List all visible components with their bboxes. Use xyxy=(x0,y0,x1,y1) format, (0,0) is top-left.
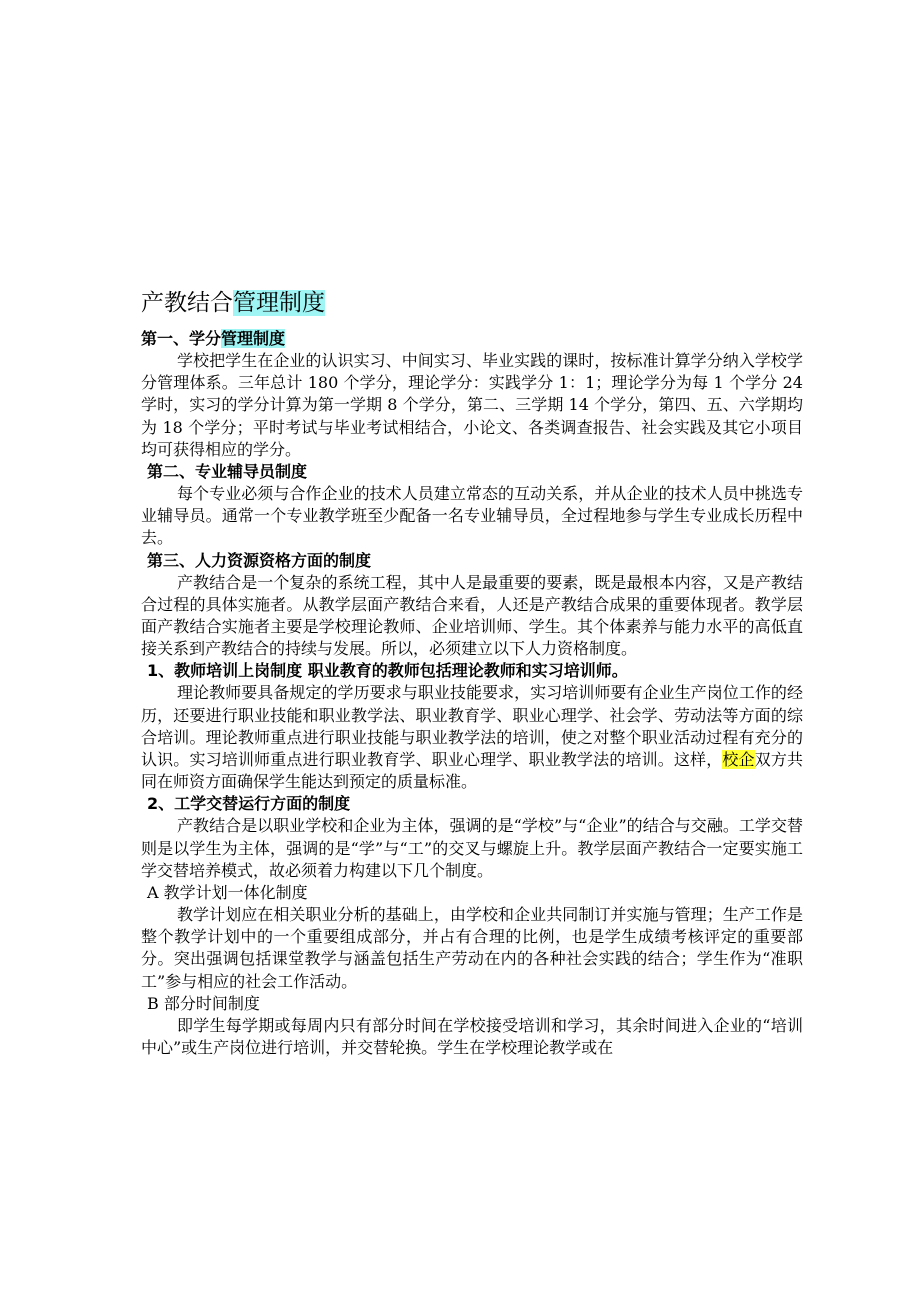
paragraph-hr: 产教结合是一个复杂的系统工程，其中人是最重要的要素，既是最根本内容，又是产教结合过程的具体实施者。从教学层面产教结合来看，人还是产教结合成果的重要体现者。教学层面产教结合实施者主要是学校理论教师、企业培训师、学生。其个体素养与能力水平的高低直接关系到产教结合的持续与发展。所以，必须建立以下人力资格制度。 xyxy=(141,572,803,659)
section-heading-teacher-training: 1、教师培训上岗制度 职业教育的教师包括理论教师和实习培训师。 xyxy=(147,661,628,681)
paragraph-work-study: 产教结合是以职业学校和企业为主体，强调的是“学校”与“企业”的结合与交融。工学交替则是以学生为主体，强调的是“学”与“工”的交叉与螺旋上升。教学层面产教结合一定要实施工学交替培养模式，故必须着力构建以下几个制度。 xyxy=(141,816,803,880)
paragraph-text: 理论教师要具备规定的学历要求与职业技能要求，实习培训师要有企业生产岗位工作的经历，还要进行职业技能和职业教学法、职业教育学、职业心理学、社会学、劳动法等方面的综合培训。理论教师重点进行职业技能与职业教学法的培训，使之对整个职业活动过程有充分的认识。实习培训师重点进行职业教育学、职业心理学、职业教学法的培训。这样， xyxy=(141,683,803,770)
page-title xyxy=(141,286,803,320)
section-heading-hr: 第三、人力资源资格方面的制度 xyxy=(147,550,372,570)
document-content xyxy=(141,286,803,1059)
paragraph-plan: 教学计划应在相关职业分析的基础上，由学校和企业共同制订并实施与管理；生产工作是整个教学计划中的一个重要组成部分，并占有合理的比例，也是学生成绩考核评定的重要部分。突出强调包括课堂教学与涵盖包括生产劳动在内的各种社会实践的结合；学生作为“准职工”参与相应的社会工作活动。 xyxy=(141,905,803,991)
paragraph-text: 双方共同在师资方面确保学生能达到预定的质量标准。 xyxy=(141,750,803,792)
highlight-school-enterprise: 校企 xyxy=(722,750,755,770)
heading-text: 第一、学分 xyxy=(141,329,222,348)
heading-highlight: 管理制度 xyxy=(221,329,286,348)
paragraph-teacher-training xyxy=(141,682,803,793)
paragraph-counselor: 每个专业必须与合作企业的技术人员建立常态的互动关系，并从企业的技术人员中挑选专业辅导员。通常一个专业教学班至少配备一名专业辅导员，全过程地参与学生专业成长历程中去。 xyxy=(141,484,803,548)
section-heading-credits xyxy=(141,328,803,350)
subsection-heading-plan: A 教学计划一体化制度 xyxy=(147,883,308,903)
subsection-heading-parttime: B 部分时间制度 xyxy=(147,993,260,1013)
section-heading-counselor: 第二、专业辅导员制度 xyxy=(147,462,308,482)
title-text: 产教结合 xyxy=(141,290,233,316)
paragraph-credits: 学校把学生在企业的认识实习、中间实习、毕业实践的课时，按标准计算学分纳入学校学分管理体系。三年总计 180 个学分，理论学分：实践学分 1：1；理论学分为每 1 个学分 24 学时，实习的学分计算为第一学期 8 个学分，第二、三学期 14 个学分，第四、五、六学期均为 18 个学分；平时考试与毕业考试相结合，小论文、各类调查报告、社会实践及其它小项目均可获得相应的学分。 xyxy=(141,351,803,459)
title-highlight: 管理制度 xyxy=(233,290,325,316)
section-heading-work-study: 2、工学交替运行方面的制度 xyxy=(147,794,351,814)
paragraph-parttime: 即学生每学期或每周内只有部分时间在学校接受培训和学习，其余时间进入企业的“培训中心”或生产岗位进行培训，并交替轮换。学生在学校理论教学或在 xyxy=(141,1015,803,1058)
